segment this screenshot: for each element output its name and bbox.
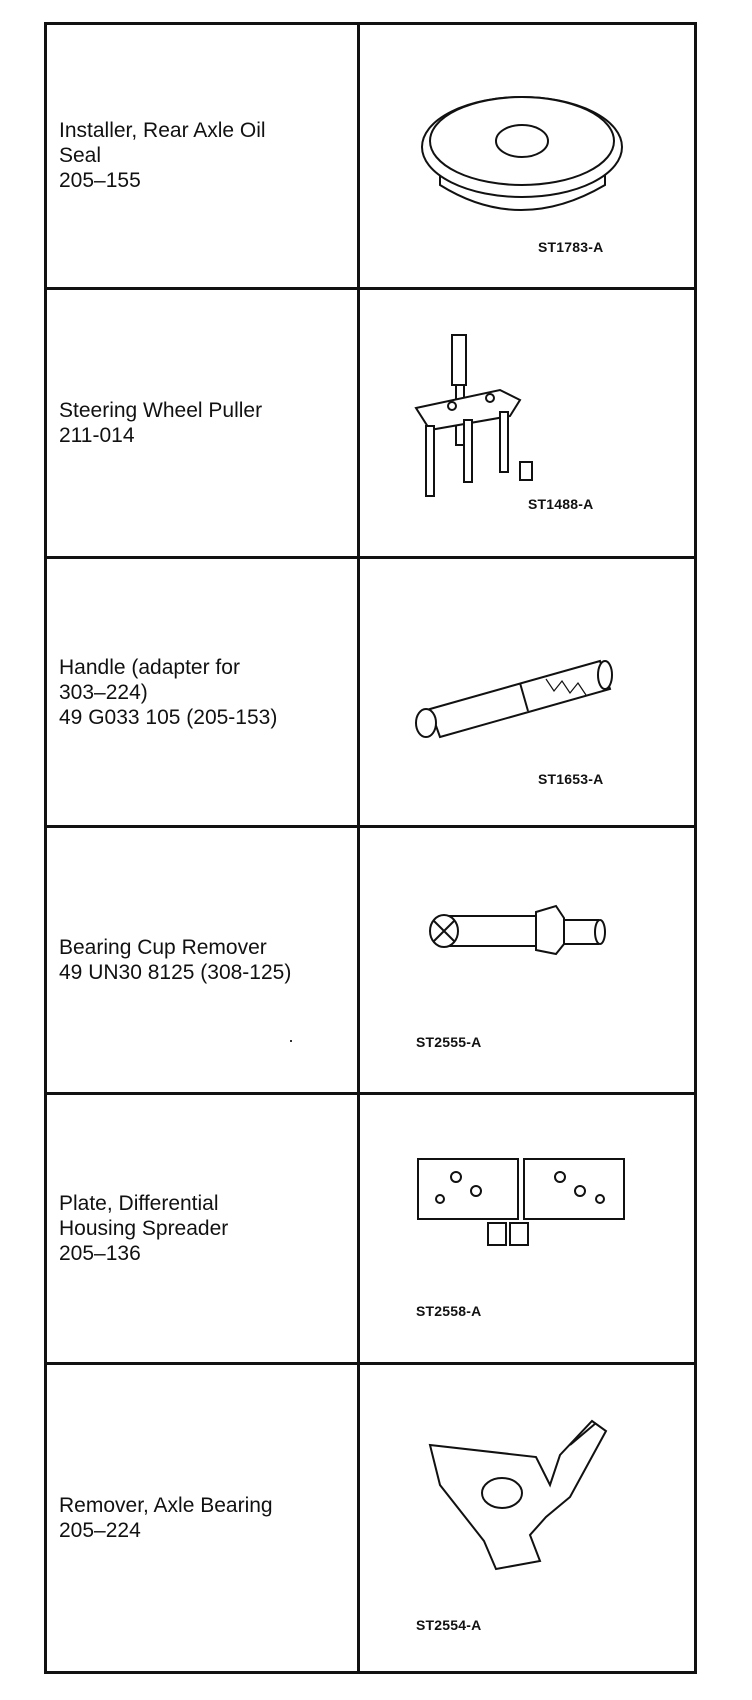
illustration-code: ST1653-A	[538, 771, 604, 788]
special-tools-table	[44, 22, 697, 1674]
tool-illustration-cell	[359, 288, 696, 557]
illustration-code: ST2554-A	[416, 1616, 482, 1633]
tool-illustration-cell	[359, 24, 696, 289]
bearing-cup-remover-icon	[360, 828, 694, 1074]
tool-description	[46, 827, 359, 1094]
tool-name-line: Installer, Rear Axle Oil	[59, 119, 266, 143]
tool-number: 49 UN30 8125 (308-125)	[59, 961, 292, 985]
tool-description	[46, 558, 359, 827]
tool-number: 211-014	[59, 424, 135, 448]
tool-illustration-cell	[359, 1363, 696, 1673]
tool-name-line: Handle (adapter for	[59, 655, 240, 679]
oil-seal-installer-icon	[360, 25, 694, 269]
tool-name-line: Bearing Cup Remover	[59, 936, 267, 960]
tool-description	[46, 24, 359, 289]
illustration-code: ST1783-A	[538, 239, 604, 255]
axle-bearing-remover-icon	[360, 1365, 694, 1651]
illustration-code: ST2555-A	[416, 1034, 482, 1051]
tool-number: 205–224	[59, 1518, 141, 1542]
tool-name-line: Steering Wheel Puller	[59, 399, 263, 423]
table-row	[46, 1363, 696, 1673]
table-row	[46, 558, 696, 827]
tool-name-line: Remover, Axle Bearing	[59, 1493, 273, 1517]
tool-name-line: Plate, Differential	[59, 1191, 219, 1215]
table-row	[46, 24, 696, 289]
tool-description	[46, 288, 359, 557]
illustration-code: ST1488-A	[528, 495, 594, 512]
table-row	[46, 827, 696, 1094]
tool-number: 205–136	[59, 1241, 141, 1265]
tool-description	[46, 1094, 359, 1363]
tool-illustration-cell	[359, 558, 696, 827]
scan-speck	[290, 1040, 292, 1042]
table-row	[46, 288, 696, 557]
tool-name-line: Housing Spreader	[59, 1216, 229, 1240]
illustration-code: ST2558-A	[416, 1303, 482, 1320]
handle-adapter-icon	[360, 559, 694, 807]
table-row	[46, 1094, 696, 1363]
tool-illustration-cell	[359, 1094, 696, 1363]
steering-wheel-puller-icon	[360, 290, 694, 538]
tool-description	[46, 1363, 359, 1673]
tool-illustration-cell	[359, 827, 696, 1094]
tool-number: 205–155	[59, 169, 141, 193]
spreader-plate-icon	[360, 1095, 694, 1343]
tool-name-line: Seal	[59, 144, 102, 168]
tool-number: 49 G033 105 (205-153)	[59, 705, 278, 729]
tool-name-line: 303–224)	[59, 680, 148, 704]
